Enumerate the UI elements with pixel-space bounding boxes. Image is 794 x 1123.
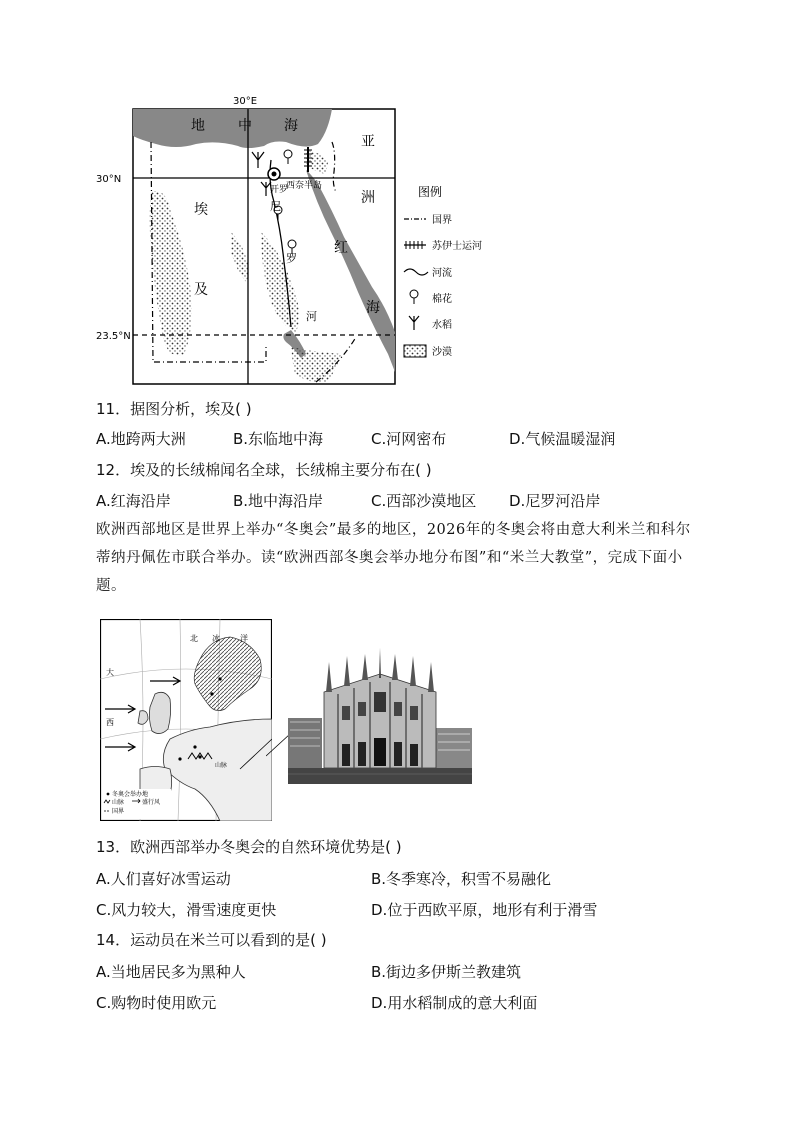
svg-text:国界: 国界 — [112, 808, 125, 815]
svg-text:西: 西 — [106, 718, 114, 727]
q11-option-b[interactable]: B.东临地中海 — [233, 430, 324, 448]
svg-text:亚: 亚 — [361, 134, 375, 150]
q13-option-d[interactable]: D.位于西欧平原，地形有利于滑雪 — [371, 901, 598, 919]
svg-text:西奈半岛: 西奈半岛 — [286, 181, 323, 191]
svg-text:棉花: 棉花 — [432, 294, 452, 305]
svg-text:水稻: 水稻 — [432, 320, 452, 331]
q11-stem: 11．据图分析，埃及( ) — [96, 400, 252, 418]
leader-line — [266, 718, 290, 758]
svg-text:埃: 埃 — [194, 202, 208, 218]
q11-option-a[interactable]: A.地跨两大洲 — [96, 430, 186, 448]
lon-label: 30°E — [233, 96, 258, 107]
q13-option-a[interactable]: A.人们喜好冰雪运动 — [96, 870, 231, 888]
q14-option-d[interactable]: D.用水稻制成的意大利面 — [371, 994, 538, 1012]
q11-option-c[interactable]: C.河网密布 — [371, 430, 447, 448]
q14-option-a[interactable]: A.当地居民多为黑种人 — [96, 963, 246, 981]
svg-text:北: 北 — [190, 634, 198, 643]
svg-text:山脉: 山脉 — [215, 762, 228, 769]
q12-option-b[interactable]: B.地中海沿岸 — [233, 492, 324, 510]
svg-text:开罗: 开罗 — [270, 185, 289, 195]
svg-text:地: 地 — [191, 118, 205, 134]
q13-option-c[interactable]: C.风力较大，滑雪速度更快 — [96, 901, 277, 919]
egypt-map — [96, 92, 506, 388]
europe-winter-olympics-map — [100, 619, 272, 821]
lat-bottom-label: 23.5°N — [96, 331, 131, 342]
q12-option-a[interactable]: A.红海沿岸 — [96, 492, 171, 510]
svg-text:红: 红 — [334, 240, 348, 256]
q11-option-d[interactable]: D.气候温暖湿润 — [509, 430, 616, 448]
svg-text:及: 及 — [194, 282, 208, 298]
q14-stem: 14．运动员在米兰可以看到的是( ) — [96, 931, 327, 949]
q14-option-c[interactable]: C.购物时使用欧元 — [96, 994, 217, 1012]
svg-text:海: 海 — [366, 300, 380, 316]
q12-option-c[interactable]: C.西部沙漠地区 — [371, 492, 477, 510]
svg-text:大: 大 — [106, 668, 114, 677]
svg-text:盛行风: 盛行风 — [142, 799, 161, 806]
svg-text:中: 中 — [238, 118, 252, 134]
lat-top-label: 30°N — [96, 174, 122, 185]
svg-text:冰: 冰 — [212, 634, 220, 643]
svg-text:罗: 罗 — [286, 252, 297, 265]
svg-text:海: 海 — [284, 118, 298, 134]
svg-text:尼: 尼 — [270, 200, 281, 213]
svg-text:冬奥会举办地: 冬奥会举办地 — [112, 791, 149, 798]
reading-passage: 欧洲西部地区是世界上举办“冬奥会”最多的地区，2026年的冬奥会将由意大利米兰和科尔蒂纳丹佩佐市联合举办。读“欧洲西部冬奥会举办地分布图”和“米兰大教堂”，完成下面小题。 — [96, 522, 691, 594]
svg-text:国界: 国界 — [432, 215, 452, 226]
svg-text:河: 河 — [306, 310, 317, 323]
legend-title: 图例 — [418, 185, 443, 199]
q13-option-b[interactable]: B.冬季寒冷，积雪不易融化 — [371, 870, 552, 888]
svg-text:洋: 洋 — [240, 634, 248, 643]
q14-option-b[interactable]: B.街边多伊斯兰教建筑 — [371, 963, 522, 981]
svg-text:河流: 河流 — [432, 268, 452, 279]
svg-text:山脉: 山脉 — [112, 799, 125, 806]
q12-stem: 12．埃及的长绒棉闻名全球，长绒棉主要分布在( ) — [96, 461, 432, 479]
q13-stem: 13．欧洲西部举办冬奥会的自然环境优势是( ) — [96, 838, 402, 856]
q12-option-d[interactable]: D.尼罗河沿岸 — [509, 492, 601, 510]
svg-text:沙漠: 沙漠 — [432, 347, 452, 358]
svg-text:苏伊士运河: 苏伊士运河 — [432, 241, 482, 252]
svg-text:洲: 洲 — [361, 190, 375, 206]
milan-cathedral-photo — [288, 648, 472, 784]
